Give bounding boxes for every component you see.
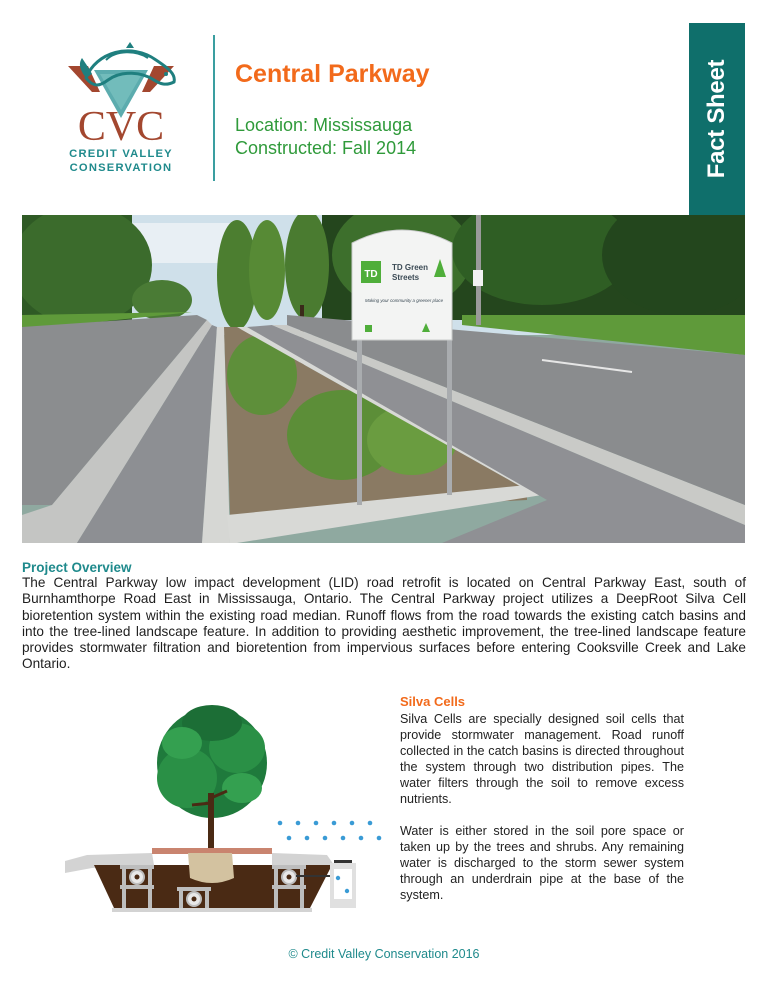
silva-cell-tree-cross-section-diagram (62, 703, 392, 918)
logo-line-1: CREDIT VALLEY (69, 148, 173, 160)
site-photo (22, 215, 745, 543)
location-label: Location: Mississauga (235, 115, 413, 135)
silva-cells-paragraph-1: Silva Cells are specially designed soil cells that provide stormwater management. Road runoff collected in the catch basins is directed throughout the system through two distribution pipes. The water filters through the soil to remove excess nutrients. (400, 712, 684, 807)
silva-cell-diagram (62, 703, 392, 918)
svg-text:TD: TD (364, 269, 378, 280)
header-divider (213, 35, 215, 181)
page-title: Central Parkway (235, 60, 430, 88)
silva-cells-heading: Silva Cells (400, 694, 466, 709)
fact-sheet-banner (689, 23, 745, 215)
logo-line-2: CONSERVATION (69, 162, 173, 174)
project-overview-text: The Central Parkway low impact development (LID) road retrofit is located on Central Parkway East, south of Burnhamthorpe Road East in Mississauga, Ontario. The Central Parkway project utilizes a DeepRoot Silva Cell bioretention system within the existing road median. Runoff flows from the road towards the existing catch basins and into the tree-lined landscape feature. In addition to providing aesthetic improvement, the tree-lined landscape feature provides stormwater filtration and bioretention from impervious surfaces before entering Cooksville Creek and Lake Ontario. (22, 575, 746, 672)
sign-title: TD Green Streets (392, 263, 429, 282)
sign-tagline: Making your community a greener place (364, 298, 444, 303)
project-overview-heading: Project Overview (22, 560, 132, 575)
silva-cells-paragraph-2: Water is either stored in the soil pore space or taken up by the trees and shrubs. Any remaining water is discharged to the storm sewer system through an underdrain pipe at the base of the system. (400, 824, 684, 903)
banner-label: Fact Sheet (703, 59, 730, 179)
salmon-fish-logo-icon (56, 40, 186, 145)
svg-text:CVC: CVC (77, 104, 165, 145)
copyright-footer: © Credit Valley Conservation 2016 (288, 947, 480, 961)
logo-wordmark (56, 147, 186, 175)
project-meta (235, 114, 416, 160)
cvc-logo (56, 40, 186, 185)
constructed-label: Constructed: Fall 2014 (235, 138, 417, 158)
